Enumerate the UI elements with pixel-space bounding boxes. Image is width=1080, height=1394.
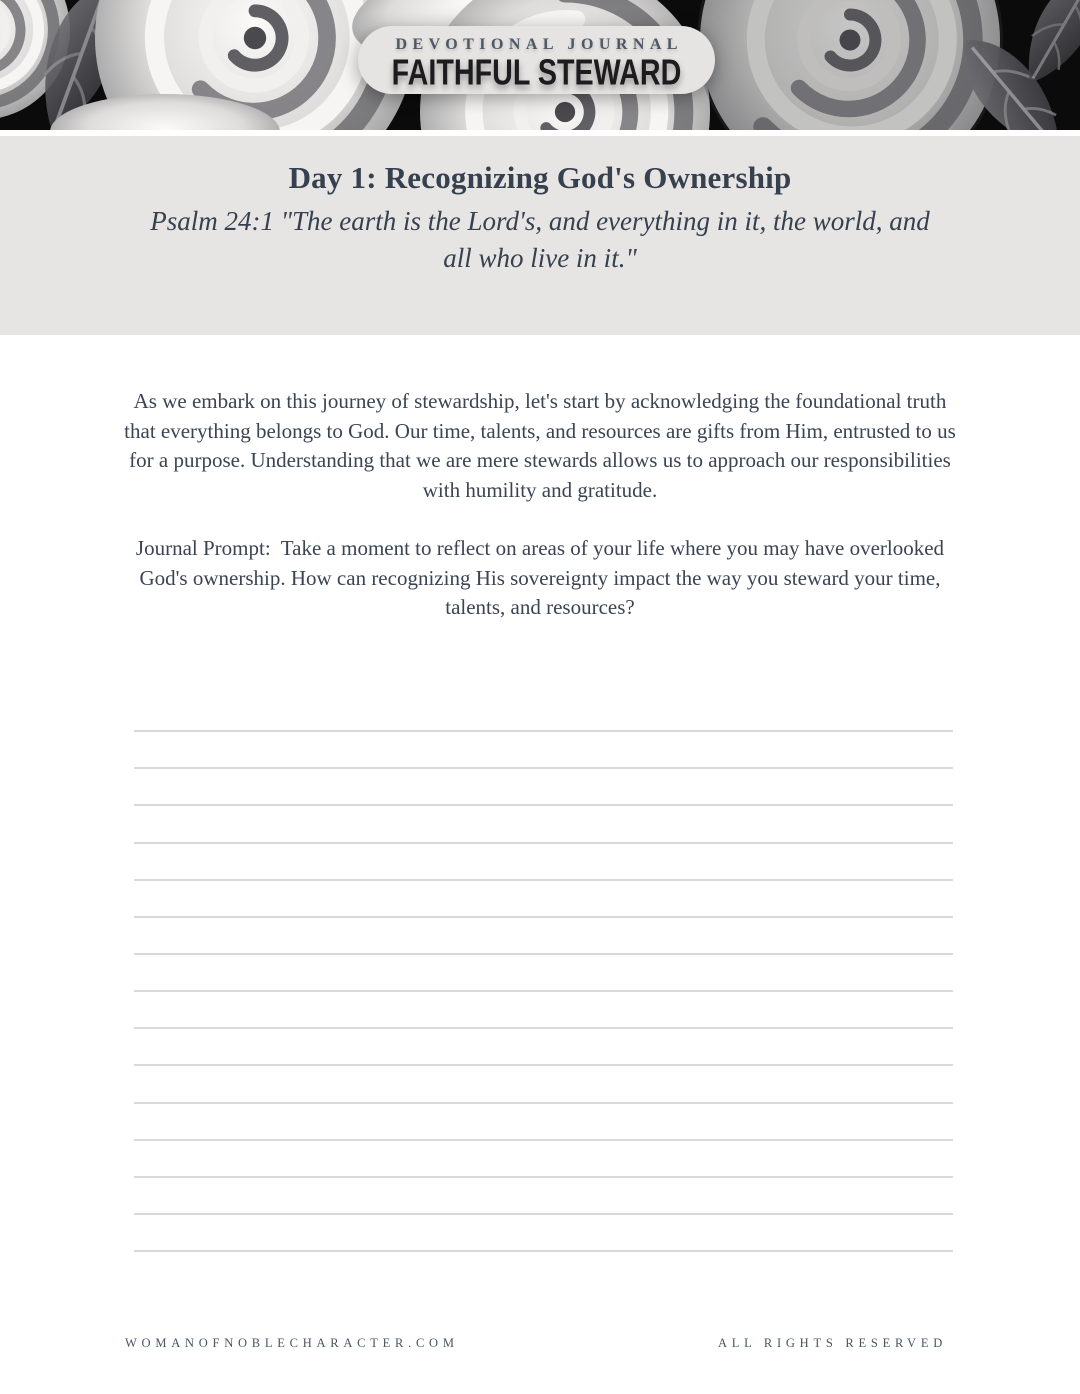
journal-line [134, 1141, 953, 1178]
badge-title-label: FAITHFUL STEWARD [391, 52, 682, 93]
journal-line [134, 955, 953, 992]
journal-line [134, 1066, 953, 1103]
badge-eyebrow-label: DEVOTIONAL JOURNAL [395, 36, 683, 53]
journal-prompt-paragraph: Journal Prompt: Take a moment to reflect on areas of your life where you may have overlooked God's ownership. How can recognizing His sovereignty impact the way you steward your time, talents, and resources? [135, 536, 950, 619]
journal-line [134, 769, 953, 806]
page-footer [125, 1336, 947, 1351]
journal-lines [134, 695, 953, 1252]
website-url: WOMANOFNOBLECHARACTER.COM [125, 1336, 459, 1350]
journal-line [134, 1178, 953, 1215]
journal-line [134, 1215, 953, 1252]
journal-line [134, 844, 953, 881]
journal-line [134, 732, 953, 769]
rights-reserved-label: ALL RIGHTS RESERVED [717, 1336, 947, 1350]
journal-line [134, 1029, 953, 1066]
journal-badge [358, 26, 715, 94]
journal-line [134, 918, 953, 955]
day-title: Day 1: Recognizing God's Ownership [288, 160, 792, 195]
day-header [0, 136, 1080, 335]
journal-line [134, 1104, 953, 1141]
journal-line [134, 695, 953, 732]
intro-paragraph: As we embark on this journey of stewardship, let's start by acknowledging the foundational truth that everything belongs to God. Our time, talents, and resources are gifts from Him, entrusted to us for a purpose. Understanding that we are mere stewards allows us to approach our responsibilities with humility and gratitude. [124, 389, 956, 502]
journal-line [134, 992, 953, 1029]
journal-line [134, 806, 953, 843]
scripture-verse: Psalm 24:1 "The earth is the Lord's, and everything in it, the world, and all who live in it." [150, 206, 930, 273]
journal-line [134, 881, 953, 918]
banner [0, 0, 1080, 130]
